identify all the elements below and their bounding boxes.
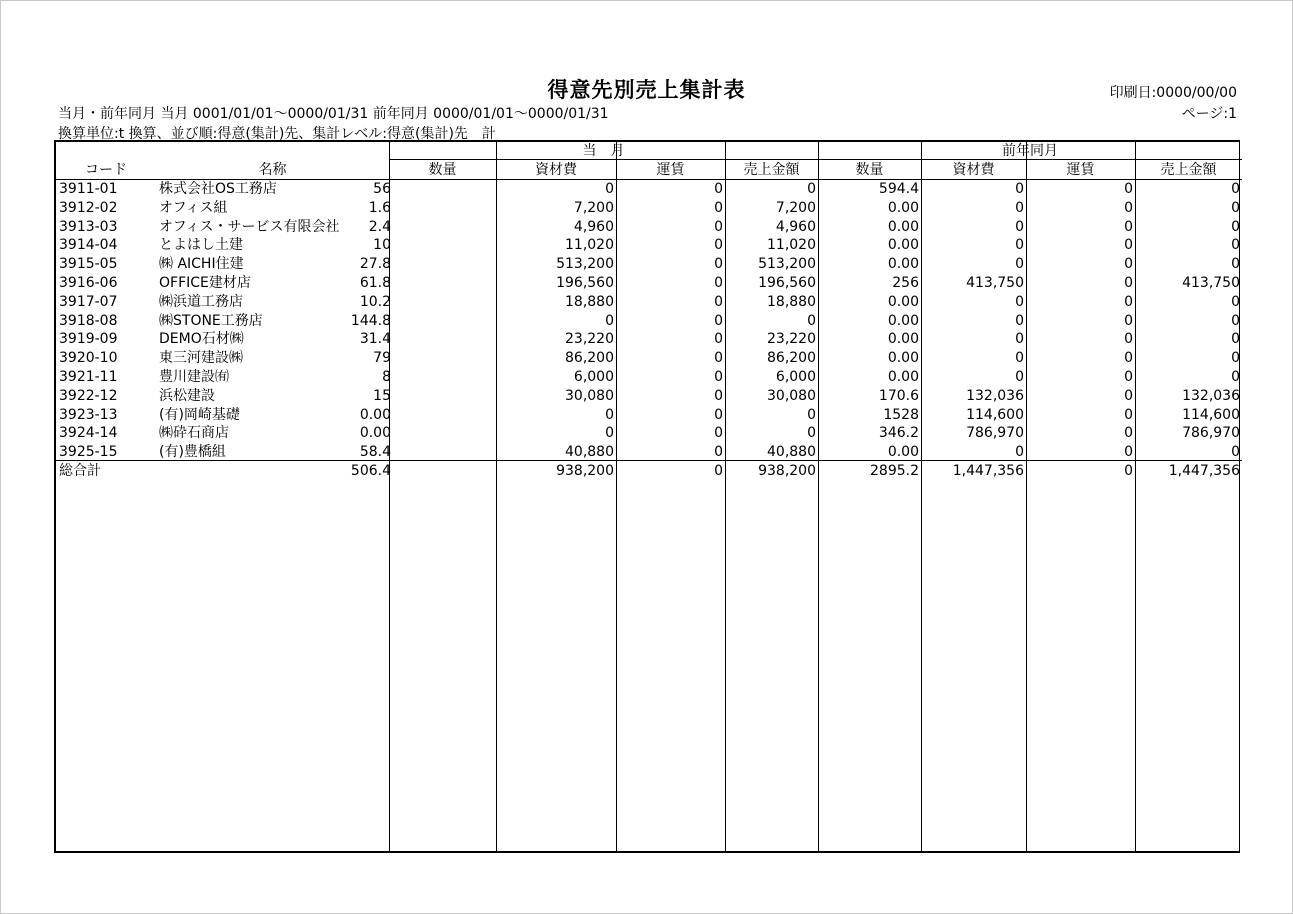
- row-code: 3919-09: [59, 331, 118, 348]
- row-cur-qty: 2.4: [368, 218, 391, 235]
- row-prev-sales: 0: [1231, 256, 1240, 273]
- table-row: [56, 236, 1242, 255]
- row-cur-sales: 7,200: [775, 199, 816, 216]
- col-header-prev-freight: 運賃: [1066, 162, 1095, 178]
- row-cur-material: 40,880: [565, 444, 614, 461]
- row-cur-sales: 196,560: [758, 274, 816, 291]
- table-row: [56, 349, 1242, 368]
- print-date: 印刷日:0000/00/00: [1109, 85, 1237, 101]
- row-prev-qty: 0.00: [887, 256, 919, 273]
- row-name: ㈱ AICHI住建: [159, 256, 244, 273]
- row-cur-qty: 27.8: [359, 256, 391, 273]
- row-name: 株式会社OS工務店: [159, 181, 277, 197]
- row-prev-qty: 594.4: [878, 181, 919, 197]
- report-table: [54, 140, 1240, 853]
- row-cur-material: 86,200: [565, 350, 614, 367]
- row-prev-qty: 0.00: [887, 218, 919, 235]
- row-cur-freight: 0: [714, 274, 723, 291]
- row-prev-material: 0: [1015, 256, 1024, 273]
- row-cur-material: 4,960: [573, 218, 614, 235]
- row-code: 3917-07: [59, 293, 118, 310]
- row-prev-material: 0: [1015, 350, 1024, 367]
- row-cur-freight: 0: [714, 218, 723, 235]
- row-prev-material: 0: [1015, 312, 1024, 329]
- row-cur-freight: 0: [714, 444, 723, 461]
- table-row: [56, 218, 1242, 237]
- row-code: 3912-02: [59, 199, 118, 216]
- row-cur-material: 0: [605, 181, 614, 197]
- row-prev-qty: 0.00: [887, 350, 919, 367]
- row-cur-sales: 18,880: [767, 293, 816, 310]
- row-prev-freight: 0: [1124, 368, 1133, 385]
- row-cur-qty: 15: [373, 387, 391, 404]
- row-prev-sales: 0: [1231, 312, 1240, 329]
- row-prev-freight: 0: [1124, 181, 1133, 197]
- row-cur-material: 23,220: [565, 331, 614, 348]
- row-prev-freight: 0: [1124, 199, 1133, 216]
- table-row: [56, 274, 1242, 293]
- total-cur-freight: 0: [714, 463, 723, 479]
- row-prev-sales: 0: [1231, 181, 1240, 197]
- row-prev-freight: 0: [1124, 331, 1133, 348]
- row-code: 3913-03: [59, 218, 118, 235]
- col-header-code: コード: [85, 162, 127, 178]
- row-prev-qty: 1528: [883, 406, 919, 423]
- row-cur-material: 513,200: [556, 256, 614, 273]
- row-cur-freight: 0: [714, 237, 723, 254]
- row-prev-sales: 0: [1231, 293, 1240, 310]
- row-cur-sales: 6,000: [775, 368, 816, 385]
- row-code: 3921-11: [59, 368, 118, 385]
- row-cur-material: 6,000: [573, 368, 614, 385]
- row-cur-qty: 56: [373, 181, 391, 197]
- row-prev-qty: 170.6: [878, 387, 919, 404]
- total-prev-qty: 2895.2: [870, 463, 919, 479]
- row-cur-freight: 0: [714, 425, 723, 442]
- row-cur-qty: 31.4: [359, 331, 391, 348]
- row-cur-qty: 8: [382, 368, 391, 385]
- table-row: [56, 199, 1242, 218]
- row-cur-freight: 0: [714, 331, 723, 348]
- row-cur-material: 0: [605, 312, 614, 329]
- row-cur-material: 11,020: [565, 237, 614, 254]
- row-code: 3920-10: [59, 350, 118, 367]
- row-cur-freight: 0: [714, 293, 723, 310]
- row-cur-freight: 0: [714, 181, 723, 197]
- row-prev-material: 0: [1015, 444, 1024, 461]
- row-cur-material: 0: [605, 406, 614, 423]
- row-cur-sales: 4,960: [775, 218, 816, 235]
- col-header-cur-freight: 運賃: [656, 162, 685, 178]
- total-cur-sales: 938,200: [758, 463, 816, 479]
- row-cur-sales: 0: [807, 181, 816, 197]
- row-cur-material: 0: [605, 425, 614, 442]
- row-prev-freight: 0: [1124, 387, 1133, 404]
- row-code: 3916-06: [59, 274, 118, 291]
- row-prev-material: 114,600: [966, 406, 1024, 423]
- table-row: [56, 368, 1242, 387]
- row-prev-material: 0: [1015, 293, 1024, 310]
- table-row: [56, 293, 1242, 312]
- table-row: [56, 180, 1242, 199]
- row-cur-qty: 0.00: [359, 406, 391, 423]
- row-prev-sales: 0: [1231, 237, 1240, 254]
- row-prev-freight: 0: [1124, 293, 1133, 310]
- table-body: [56, 180, 1242, 462]
- row-prev-material: 786,970: [966, 425, 1024, 442]
- row-code: 3924-14: [59, 425, 118, 442]
- row-code: 3914-04: [59, 237, 118, 254]
- row-prev-qty: 0.00: [887, 293, 919, 310]
- table-row: [56, 312, 1242, 331]
- table-row: [56, 406, 1242, 425]
- row-cur-freight: 0: [714, 312, 723, 329]
- row-cur-freight: 0: [714, 256, 723, 273]
- row-prev-material: 0: [1015, 181, 1024, 197]
- row-name: (有)岡崎基礎: [159, 406, 240, 423]
- row-prev-qty: 0.00: [887, 444, 919, 461]
- row-prev-material: 0: [1015, 199, 1024, 216]
- col-header-cur-material: 資材費: [535, 162, 577, 178]
- row-prev-freight: 0: [1124, 274, 1133, 291]
- row-prev-sales: 0: [1231, 218, 1240, 235]
- row-cur-qty: 10: [373, 237, 391, 254]
- col-header-cur-sales: 売上金額: [743, 162, 800, 178]
- row-cur-freight: 0: [714, 350, 723, 367]
- row-cur-sales: 513,200: [758, 256, 816, 273]
- table-row: [56, 424, 1242, 443]
- row-prev-qty: 0.00: [887, 331, 919, 348]
- total-label: 総合計: [59, 463, 101, 479]
- row-cur-sales: 0: [807, 406, 816, 423]
- row-prev-qty: 0.00: [887, 312, 919, 329]
- total-prev-freight: 0: [1124, 463, 1133, 479]
- row-prev-freight: 0: [1124, 350, 1133, 367]
- row-prev-qty: 0.00: [887, 237, 919, 254]
- row-prev-qty: 256: [892, 274, 919, 291]
- row-name: 浜松建設: [159, 387, 215, 404]
- row-name: 東三河建設㈱: [159, 350, 243, 367]
- row-name: ㈱浜道工務店: [159, 293, 243, 310]
- col-header-cur-qty: 数量: [428, 162, 457, 178]
- row-name: オフィス・サービス有限会社: [159, 218, 340, 235]
- row-cur-sales: 86,200: [767, 350, 816, 367]
- row-cur-sales: 30,080: [767, 387, 816, 404]
- row-prev-material: 0: [1015, 237, 1024, 254]
- row-name: とよはし土建: [159, 237, 243, 254]
- row-prev-sales: 0: [1231, 331, 1240, 348]
- row-cur-freight: 0: [714, 368, 723, 385]
- row-prev-material: 0: [1015, 331, 1024, 348]
- row-cur-qty: 58.4: [359, 444, 391, 461]
- row-prev-freight: 0: [1124, 406, 1133, 423]
- row-name: ㈱STONE工務店: [159, 312, 263, 329]
- row-cur-sales: 0: [807, 425, 816, 442]
- col-header-name: 名称: [258, 162, 287, 178]
- row-cur-sales: 40,880: [767, 444, 816, 461]
- row-code: 3918-08: [59, 312, 118, 329]
- total-prev-sales: 1,447,356: [1168, 463, 1240, 479]
- col-header-prev-material: 資材費: [952, 162, 995, 178]
- options-line: 換算単位:t 換算、並び順:得意(集計)先、集計レベル:得意(集計)先 計: [58, 126, 496, 142]
- row-name: ㈱砕石商店: [159, 425, 229, 442]
- total-prev-material: 1,447,356: [952, 463, 1024, 479]
- row-cur-sales: 23,220: [767, 331, 816, 348]
- row-code: 3911-01: [59, 181, 118, 197]
- group-prev-year: 前年同月: [1002, 143, 1058, 159]
- page-number: ページ:1: [1181, 106, 1237, 122]
- row-prev-freight: 0: [1124, 218, 1133, 235]
- row-prev-freight: 0: [1124, 312, 1133, 329]
- row-code: 3922-12: [59, 387, 118, 404]
- row-prev-freight: 0: [1124, 237, 1133, 254]
- row-code: 3915-05: [59, 256, 118, 273]
- row-prev-sales: 0: [1231, 350, 1240, 367]
- row-cur-qty: 10.2: [359, 293, 391, 310]
- table-row: [56, 387, 1242, 406]
- table-row: [56, 443, 1242, 462]
- report-title: 得意先別売上集計表: [547, 78, 746, 102]
- row-cur-freight: 0: [714, 199, 723, 216]
- row-prev-sales: 0: [1231, 199, 1240, 216]
- row-prev-sales: 786,970: [1182, 425, 1240, 442]
- total-row: [56, 461, 1242, 481]
- row-prev-freight: 0: [1124, 256, 1133, 273]
- row-prev-material: 0: [1015, 368, 1024, 385]
- row-cur-material: 18,880: [565, 293, 614, 310]
- group-current-month: 当 月: [582, 143, 625, 159]
- row-name: 豊川建設㈲: [159, 368, 229, 385]
- row-prev-material: 413,750: [966, 274, 1024, 291]
- row-prev-sales: 114,600: [1182, 406, 1240, 423]
- row-prev-material: 132,036: [966, 387, 1024, 404]
- row-code: 3923-13: [59, 406, 118, 423]
- row-name: (有)豊橋組: [159, 444, 226, 461]
- row-prev-freight: 0: [1124, 444, 1133, 461]
- row-cur-qty: 1.6: [368, 199, 391, 216]
- row-cur-qty: 79: [373, 350, 391, 367]
- row-prev-sales: 132,036: [1182, 387, 1240, 404]
- col-header-prev-sales: 売上金額: [1160, 162, 1217, 178]
- row-cur-freight: 0: [714, 387, 723, 404]
- total-cur-qty: 506.4: [350, 463, 391, 479]
- row-cur-material: 7,200: [573, 199, 614, 216]
- row-prev-qty: 0.00: [887, 368, 919, 385]
- row-prev-sales: 0: [1231, 368, 1240, 385]
- col-header-prev-qty: 数量: [855, 162, 884, 178]
- period-line: 当月・前年同月 当月 0001/01/01～0000/01/31 前年同月 0000/01/01～0000/01/31: [58, 106, 609, 122]
- row-prev-sales: 0: [1231, 444, 1240, 461]
- row-name: DEMO石材㈱: [159, 331, 244, 348]
- row-prev-qty: 346.2: [878, 425, 919, 442]
- row-cur-sales: 11,020: [767, 237, 816, 254]
- row-cur-sales: 0: [807, 312, 816, 329]
- row-name: オフィス組: [159, 199, 228, 216]
- row-cur-material: 196,560: [556, 274, 614, 291]
- row-cur-qty: 0.00: [359, 425, 391, 442]
- row-prev-freight: 0: [1124, 425, 1133, 442]
- row-prev-sales: 413,750: [1182, 274, 1240, 291]
- row-cur-qty: 144.8: [350, 312, 391, 329]
- row-cur-material: 30,080: [565, 387, 614, 404]
- table-row: [56, 255, 1242, 274]
- row-name: OFFICE建材店: [159, 274, 251, 291]
- total-cur-material: 938,200: [556, 463, 614, 479]
- row-code: 3925-15: [59, 444, 118, 461]
- row-prev-material: 0: [1015, 218, 1024, 235]
- table-row: [56, 330, 1242, 349]
- row-cur-qty: 61.8: [359, 274, 391, 291]
- row-cur-freight: 0: [714, 406, 723, 423]
- row-prev-qty: 0.00: [887, 199, 919, 216]
